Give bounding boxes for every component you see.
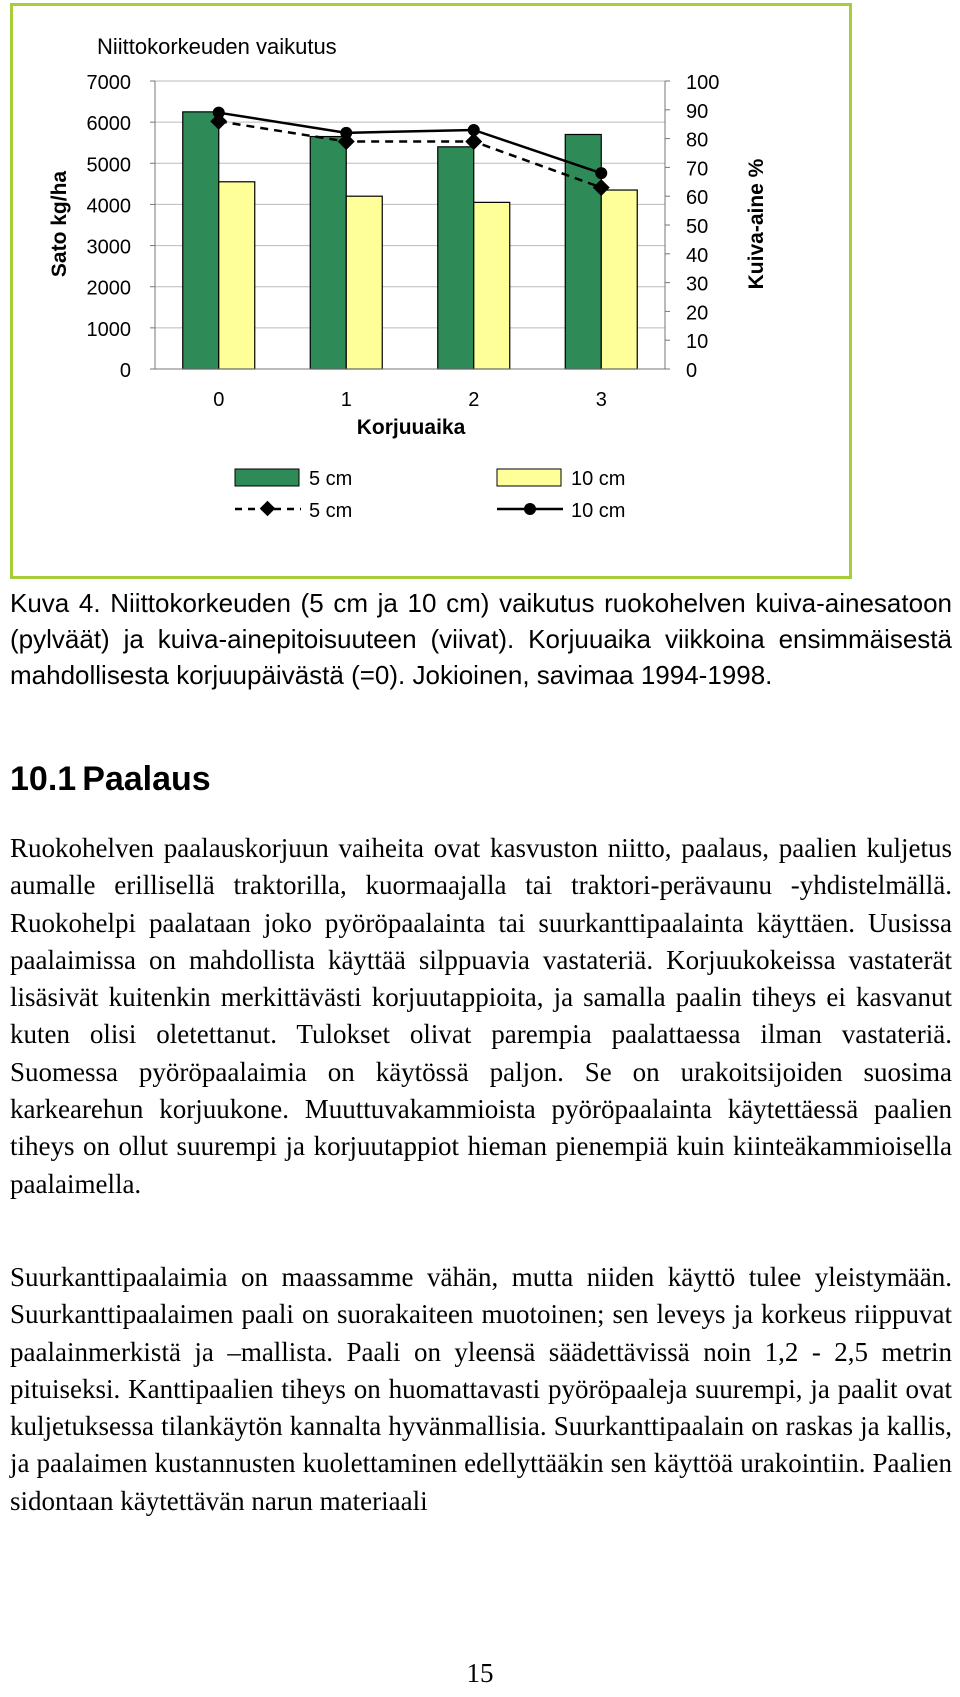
bar-10cm: [346, 196, 382, 369]
x-tick-label: 3: [595, 389, 607, 411]
x-tick-label: 0: [213, 389, 225, 411]
y2-tick-label: 20: [686, 302, 709, 325]
line-point-10cm: [468, 124, 480, 136]
section-title: Paalaus: [82, 760, 211, 798]
line-point-10cm: [213, 107, 225, 119]
bar-10cm: [474, 202, 510, 369]
y2-tick-label: 90: [686, 100, 709, 123]
x-tick-label: 2: [468, 389, 480, 411]
line-point-10cm: [340, 127, 352, 139]
page-number: 15: [466, 1658, 494, 1688]
x-axis-label: Korjuuaika: [356, 416, 466, 439]
bar-10cm: [601, 190, 637, 369]
legend-marker-5cm: [260, 501, 276, 517]
legend-label-10cm-line: 10 cm: [571, 500, 626, 522]
legend-marker-10cm: [524, 503, 536, 515]
legend-label-5cm-bar: 5 cm: [309, 468, 353, 490]
y2-tick-label: 30: [686, 273, 709, 296]
yield-chart: [13, 6, 849, 576]
y-tick-label: 0: [119, 360, 131, 382]
y2-tick-label: 0: [686, 360, 698, 382]
x-tick-label: 1: [340, 389, 352, 411]
y2-tick-label: 10: [686, 331, 709, 354]
y-tick-label: 7000: [86, 72, 131, 94]
legend-swatch-5cm-bar: [235, 469, 299, 486]
y-tick-label: 2000: [86, 277, 131, 300]
y2-tick-label: 100: [686, 72, 720, 94]
y2-tick-label: 60: [686, 187, 709, 210]
section-number: 10.1: [10, 760, 77, 798]
y2-axis-label: Kuiva-aine %: [745, 158, 768, 290]
y-axis-label: Sato kg/ha: [48, 170, 71, 278]
legend-swatch-10cm-bar: [497, 469, 561, 486]
legend-label-5cm-line: 5 cm: [309, 500, 353, 522]
y2-tick-label: 70: [686, 158, 709, 181]
y-tick-label: 1000: [86, 318, 131, 341]
body-paragraph: Suurkanttipaalaimia on maassamme vähän, mutta niiden käyttö tulee yleistymään. Suurkanttipaalaimen paali on suorakaiteen muotoinen; sen leveys ja korkeus riippuvat paalainmerkistä ja –mallista. Paali on yleensä säädettävissä noin 1,2 - 2,5 metrin pituiseksi. Kanttipaalien tiheys on huomattavasti pyöröpaaleja suurempi, ja paalit ovat kuljetuksessa tilankäytön kannalta hyvänmallisia. Suurkanttipaalain on raskas ja kallis, ja paalaimen kustannusten kuolettaminen edellyttääkin sen käyttöä urakointiin. Paalien sidontaan käytettävän narun materiaali: [10, 1262, 952, 1516]
bar-5cm: [183, 112, 219, 369]
bar-5cm: [565, 134, 601, 369]
chart-frame: [10, 3, 852, 579]
y-tick-label: 3000: [86, 236, 131, 259]
chart-title: Niittokorkeuden vaikutus: [97, 34, 337, 59]
y2-tick-label: 80: [686, 129, 709, 152]
line-point-10cm: [595, 167, 607, 179]
y2-tick-label: 40: [686, 244, 709, 267]
y-tick-label: 5000: [86, 154, 131, 177]
section-heading: [10, 760, 211, 799]
bar-5cm: [438, 147, 474, 369]
body-paragraph: Ruokohelven paalauskorjuun vaiheita ovat kasvuston niitto, paalaus, paalien kuljetus aumalle erillisellä traktorilla, kuormaajalla tai traktori-perävaunu -yhdistelmällä. Ruokohelpi paalataan joko pyöröpaalainta tai suurkanttipaalainta käyttäen. Uusissa paalaimissa on mahdollista käyttää silppuavia vastateriä. Korjuukokeissa vastaterät lisäsivät kuitenkin merkittävästi korjuutappioita, ja samalla paalin tiheys ei kasvanut kuten olisi oletettanut. Tulokset olivat parempia paalattaessa ilman vastateriä. Suomessa pyöröpaalaimia on käytössä paljon. Se on urakoitsijoiden suosima karkearehun korjuukone. Muuttuvakammioista pyöröpaalainta käytettäessä paalien tiheys on ollut suurempi ja korjuutappiot hieman pienempiä kuin kiinteäkammioisella paalaimella.: [10, 833, 952, 1199]
legend-label-10cm-bar: 10 cm: [571, 468, 626, 490]
y2-tick-label: 50: [686, 216, 709, 238]
bar-10cm: [219, 182, 255, 369]
y-tick-label: 4000: [86, 195, 131, 218]
figure-caption: Kuva 4. Niittokorkeuden (5 cm ja 10 cm) vaikutus ruokohelven kuiva-ainesatoon (pylväät) ja kuiva-ainepitoisuuteen (viivat). Korjuuaika viikkoina ensimmäisestä mahdollisesta korjuupäivästä (=0). Jokioinen, savimaa 1994-1998.: [10, 588, 952, 690]
y-tick-label: 6000: [86, 113, 131, 136]
bar-5cm: [310, 137, 346, 369]
